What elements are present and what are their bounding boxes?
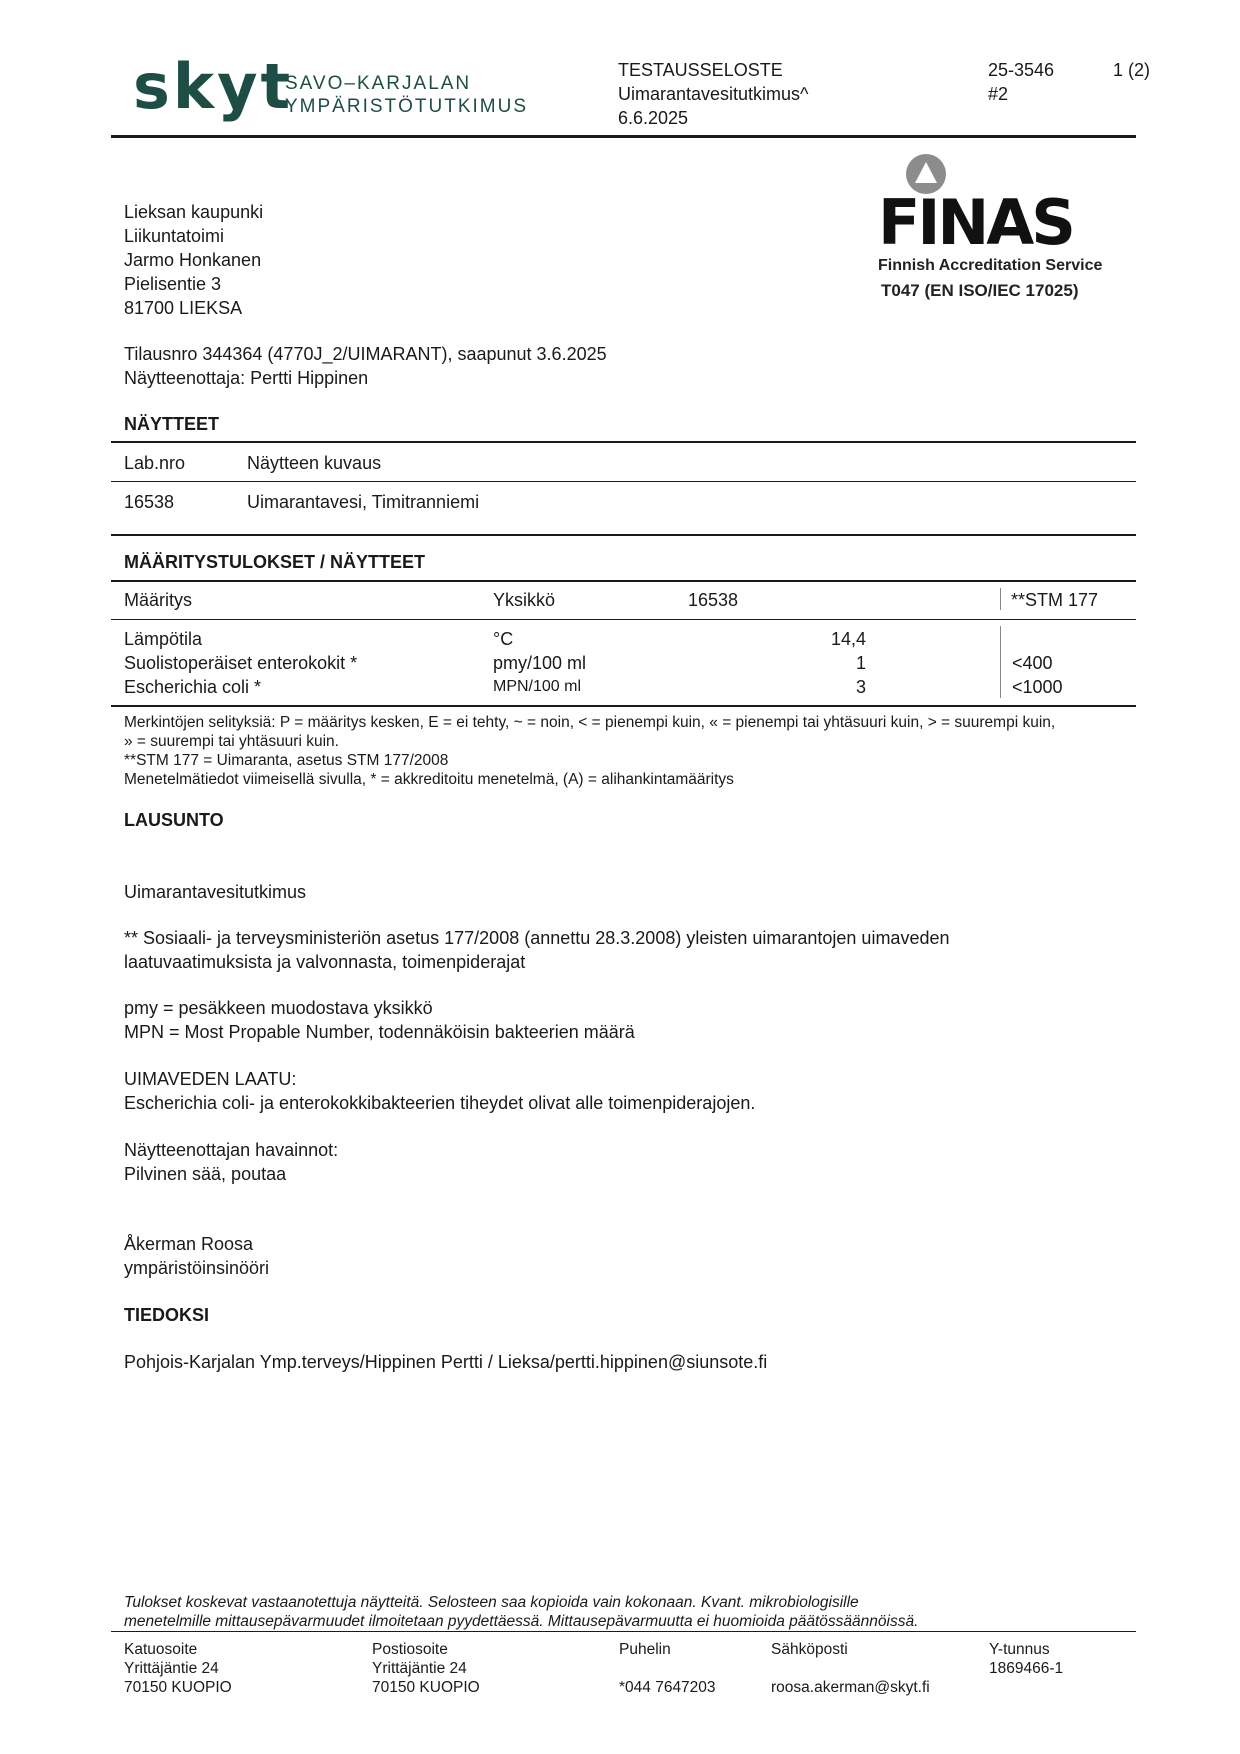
result-name: Escherichia coli *	[124, 677, 262, 697]
footer-label: Sähköposti	[771, 1641, 848, 1658]
doc-date: 6.6.2025	[618, 108, 689, 128]
results-col-sample: 16538	[688, 590, 739, 610]
footer-ytunnus	[989, 1640, 1063, 1678]
disclaimer-line: Tulokset koskevat vastaanotettuja näytteitä. Selosteen saa kopioida vain kokonaan. Kvant. mikrobiologisille	[124, 1594, 859, 1611]
signer-title: ympäristöinsinööri	[124, 1258, 270, 1278]
header-rule	[111, 135, 1136, 138]
footer-label: Katuosoite	[124, 1641, 198, 1658]
table-row	[124, 490, 1124, 514]
result-unit: pmy/100 ml	[493, 653, 587, 673]
page-indicator: 1 (2)	[1113, 60, 1151, 80]
footer-value: Yrittäjäntie 24	[124, 1660, 219, 1677]
sample-lab-number: 16538	[124, 492, 175, 512]
statement-heading: LAUSUNTO	[124, 810, 224, 830]
footer-disclaimer	[124, 1593, 918, 1631]
footer-value: 1869466-1	[989, 1660, 1064, 1677]
result-value: 3	[855, 677, 866, 697]
company-logo	[133, 50, 529, 124]
recipient-line: 81700 LIEKSA	[124, 298, 243, 318]
signer-name: Åkerman Roosa	[124, 1234, 254, 1254]
results-col-method: Määritys	[124, 590, 193, 610]
observations-heading: Näytteenottajan havainnot:	[124, 1140, 339, 1160]
logo-line-1: SAVO–KARJALAN	[285, 73, 472, 94]
results-table-bottom-rule	[111, 705, 1136, 707]
footer-email	[771, 1640, 930, 1697]
note-line: » = suurempi tai yhtäsuuri kuin.	[124, 733, 339, 750]
note-line: **STM 177 = Uimaranta, asetus STM 177/2008	[124, 752, 449, 769]
recipient-line: Jarmo Honkanen	[124, 250, 262, 270]
cc-text: Pohjois-Karjalan Ymp.terveys/Hippinen Pertti / Lieksa/pertti.hippinen@siunsote.fi	[124, 1352, 768, 1372]
doc-version: #2	[988, 84, 1009, 104]
result-name: Lämpötila	[124, 629, 203, 649]
samples-heading: NÄYTTEET	[124, 414, 220, 434]
footer-value: Yrittäjäntie 24	[372, 1660, 467, 1677]
disclaimer-line: menetelmille mittausepävarmuudet ilmoitetaan pyydettäessä. Mittausepävarmuutta ei huomioida päätössäännöissä.	[124, 1613, 919, 1630]
doc-type: TESTAUSSELOSTE	[618, 60, 783, 80]
statement-title: Uimarantavesitutkimus	[124, 882, 307, 902]
finas-logo	[878, 154, 1103, 300]
samples-table-top-rule	[111, 441, 1136, 443]
sampler-line: Näytteenottaja: Pertti Hippinen	[124, 368, 369, 388]
footer-spacer	[771, 1659, 930, 1678]
quality-text: Escherichia coli- ja enterokokkibakteerien tiheydet olivat alle toimenpiderajojen.	[124, 1093, 756, 1113]
samples-header-rule	[111, 481, 1136, 482]
recipient-address	[124, 200, 263, 320]
footer-value: 70150 KUOPIO	[124, 1679, 232, 1696]
result-limit: <1000	[1012, 677, 1063, 697]
result-name: Suolistoperäiset enterokokit *	[124, 653, 358, 673]
results-header-rule	[111, 619, 1136, 620]
footer-label: Y-tunnus	[989, 1641, 1050, 1658]
result-value: 1	[855, 653, 866, 673]
result-limit: <400	[1012, 653, 1053, 673]
decree-line: laatuvaatimuksista ja valvonnasta, toimenpiderajat	[124, 952, 526, 972]
recipient-line: Pielisentie 3	[124, 274, 222, 294]
pmy-definition: pmy = pesäkkeen muodostava yksikkö	[124, 998, 433, 1018]
logo-line-2: YMPÄRISTÖTUTKIMUS	[285, 96, 529, 117]
sample-description: Uimarantavesi, Timitranniemi	[247, 492, 480, 512]
footer-postal	[372, 1640, 480, 1697]
results-col-limit: **STM 177	[1011, 590, 1099, 610]
samples-table-bottom-rule	[111, 534, 1136, 536]
footer-label: Puhelin	[619, 1641, 671, 1658]
note-line: Merkintöjen selityksiä: P = määritys kesken, E = ei tehty, ~ = noin, < = pienempi kuin, « = pienempi tai yhtäsuuri kuin, > = suurempi kuin,	[124, 714, 1056, 731]
footer-phone	[619, 1640, 716, 1697]
result-unit: MPN/100 ml	[493, 678, 582, 695]
footer-value: 70150 KUOPIO	[372, 1679, 480, 1696]
footer-street	[124, 1640, 232, 1697]
decree-line: ** Sosiaali- ja terveysministeriön asetus 177/2008 (annettu 28.3.2008) yleisten uimarantojen uimaveden	[124, 928, 950, 948]
finas-code: T047 (EN ISO/IEC 17025)	[881, 281, 1079, 300]
results-limit-divider	[1000, 588, 1001, 610]
doc-number: 25-3546	[988, 60, 1055, 80]
footer-spacer	[619, 1659, 716, 1678]
footer-rule	[111, 1631, 1136, 1632]
order-line: Tilausnro 344364 (4770J_2/UIMARANT), saapunut 3.6.2025	[124, 344, 607, 364]
results-notes	[124, 713, 1134, 789]
footer-label: Postiosoite	[372, 1641, 448, 1658]
footer-email-link[interactable]: roosa.akerman@skyt.fi	[771, 1679, 930, 1696]
quality-heading: UIMAVEDEN LAATU:	[124, 1069, 297, 1089]
results-heading: MÄÄRITYSTULOKSET / NÄYTTEET	[124, 552, 425, 572]
table-row	[124, 675, 1124, 699]
result-value: 14,4	[830, 629, 866, 649]
recipient-line: Lieksan kaupunki	[124, 202, 264, 222]
finas-service: Finnish Accreditation Service	[878, 257, 1103, 274]
samples-col-lab: Lab.nro	[124, 453, 186, 473]
note-line: Menetelmätiedot viimeisellä sivulla, * = akkreditoitu menetelmä, (A) = alihankintamääritys	[124, 771, 734, 788]
cc-heading: TIEDOKSI	[124, 1305, 210, 1325]
observations-text: Pilvinen sää, poutaa	[124, 1164, 287, 1184]
logo-wordmark: skyt	[133, 50, 294, 123]
samples-col-desc: Näytteen kuvaus	[247, 453, 382, 473]
doc-subject: Uimarantavesitutkimus^	[618, 84, 809, 104]
mpn-definition: MPN = Most Propable Number, todennäköisin bakteerien määrä	[124, 1022, 635, 1042]
result-unit: °C	[493, 629, 514, 649]
results-table-top-rule	[111, 580, 1136, 582]
results-col-unit: Yksikkö	[493, 590, 556, 610]
table-row	[124, 627, 1124, 651]
footer-value: *044 7647203	[619, 1679, 716, 1696]
recipient-line: Liikuntatoimi	[124, 226, 225, 246]
finas-wordmark: FINAS	[878, 186, 1073, 259]
table-row	[124, 651, 1124, 675]
